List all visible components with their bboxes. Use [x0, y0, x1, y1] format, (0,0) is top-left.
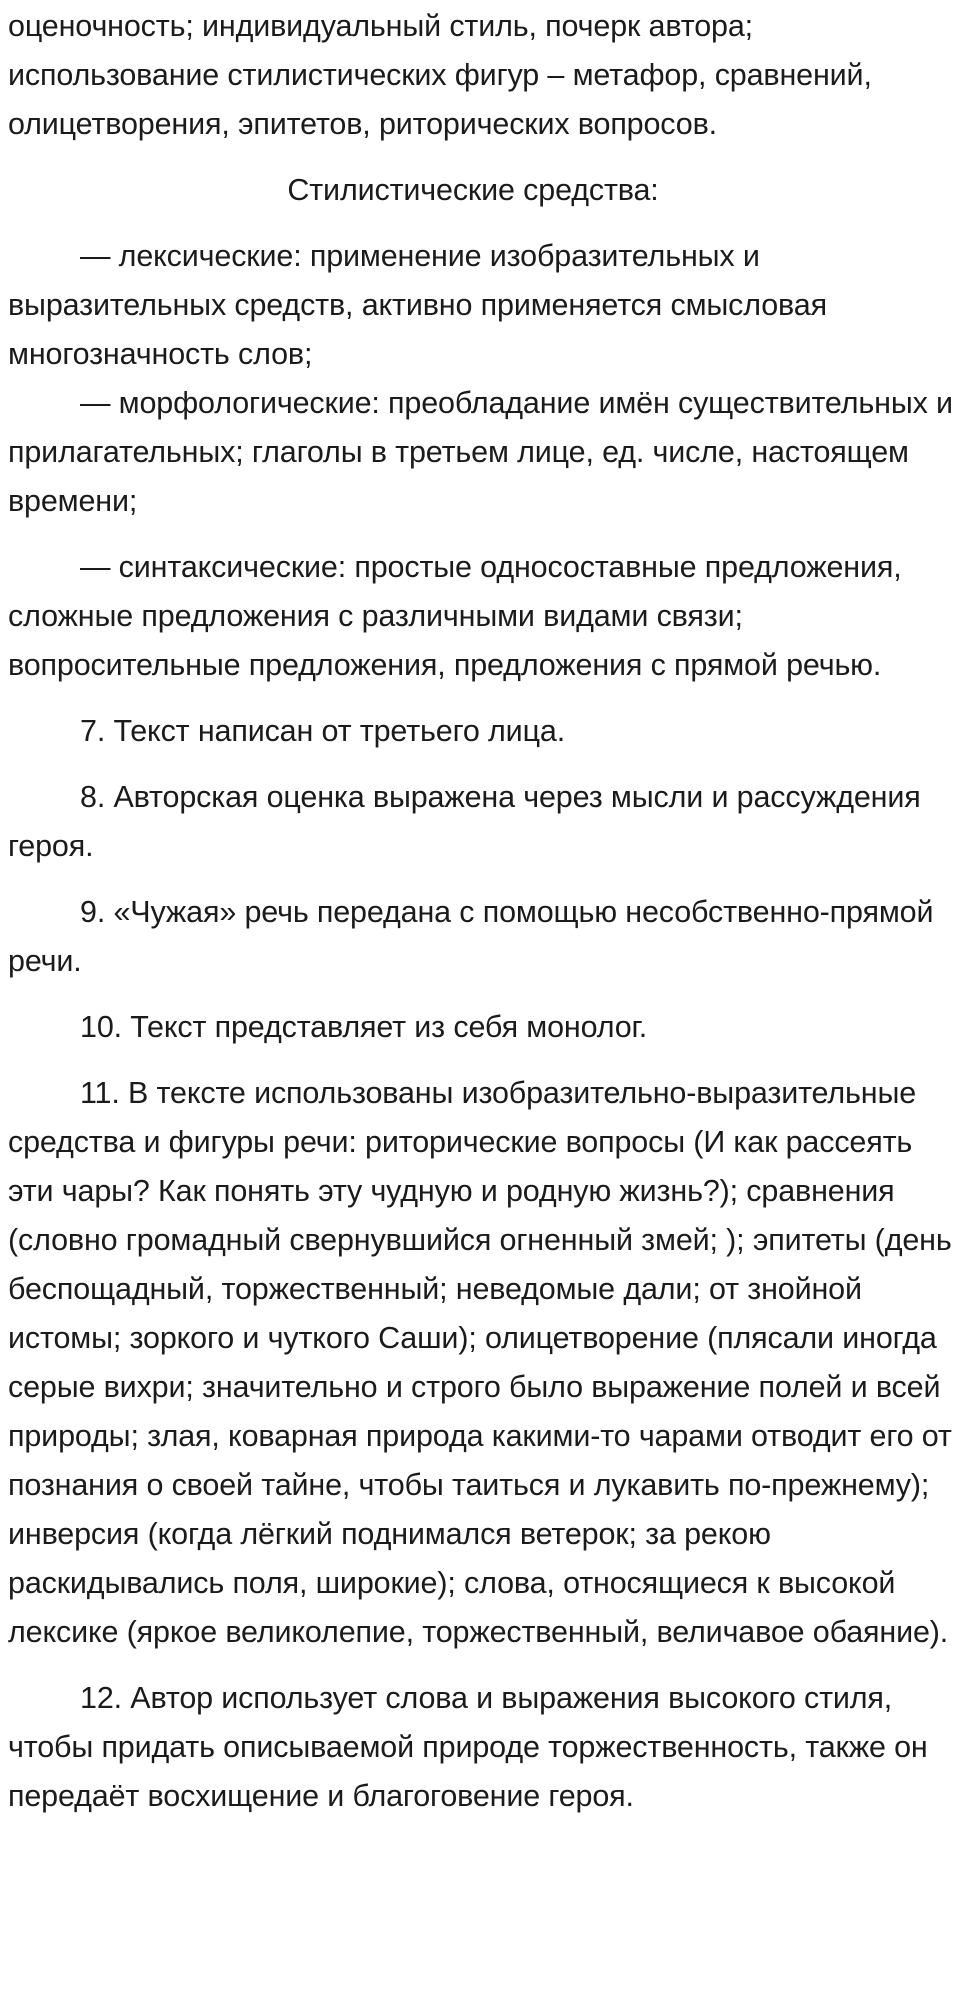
syntactic-paragraph: — синтаксические: простые односоставные предложения, сложные предложения с различными видами связи; вопросительные предложения, предложения с прямой речью.: [8, 550, 902, 682]
item-11-paragraph: 11. В тексте использованы изобразительно-выразительные средства и фигуры речи: риторические вопросы (И как рассеять эти чары? Как понять эту чудную и родную жизнь?); сравнения (словно громадный свернувшийся огненный змей; ); эпитеты (день беспощадный, торжественный; неведомые дали; от знойной истомы; зоркого и чуткого Саши); олицетворение (плясали иногда серые вихри; значительно и строго было выражение полей и всей природы; злая, коварная природа какими-то чарами отводит его от познания о своей тайне, чтобы таиться и лукавить по-прежнему); инверсия (когда лёгкий поднимался ветерок; за рекою раскидывались поля, широкие); слова, относящиеся к высокой лексике (яркое великолепие, торжественный, величавое обаяние).: [8, 1076, 952, 1649]
intro-paragraph: оценочность; индивидуальный стиль, почерк автора; использование стилистических фигур – метафор, сравнений, олицетворения, эпитетов, риторических вопросов.: [8, 9, 872, 141]
item-9-paragraph: 9. «Чужая» речь передана с помощью несобственно-прямой речи.: [8, 895, 934, 978]
stylistic-means-heading: Стилистические средства:: [287, 173, 659, 207]
item-10-paragraph: 10. Текст представляет из себя монолог.: [80, 1010, 648, 1044]
item-8-paragraph: 8. Авторская оценка выражена через мысли и рассуждения героя.: [8, 780, 921, 863]
morphological-paragraph: — морфологические: преобладание имён существительных и прилагательных; глаголы в третьем лице, ед. числе, настоящем времени;: [8, 386, 953, 518]
document-body: [8, 2, 960, 1821]
item-7-paragraph: 7. Текст написан от третьего лица.: [80, 714, 566, 748]
lexical-paragraph: — лексические: применение изобразительных и выразительных средств, активно применяется смысловая многозначность слов;: [8, 239, 827, 371]
item-12-paragraph: 12. Автор использует слова и выражения высокого стиля, чтобы придать описываемой природе торжественность, также он передаёт восхищение и благоговение героя.: [8, 1681, 928, 1813]
